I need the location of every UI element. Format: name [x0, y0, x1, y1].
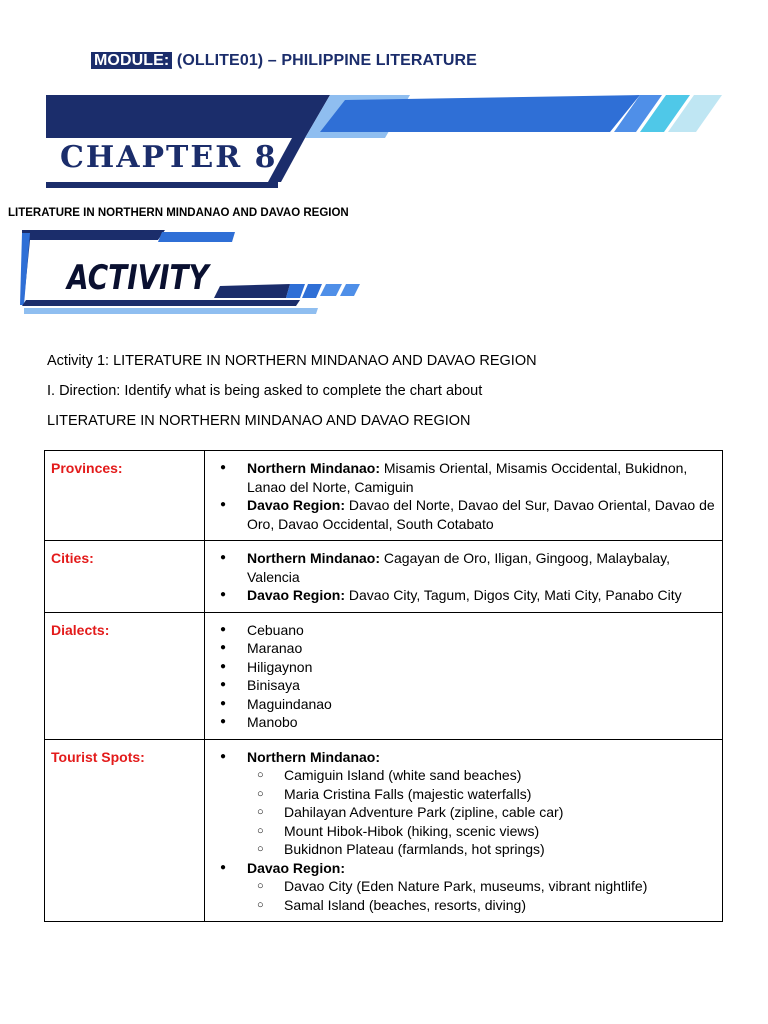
list-item: ○ Mount Hibok-Hibok (hiking, scenic views): [275, 822, 716, 841]
list-item: ● Binisaya: [238, 676, 716, 695]
direction-topic: LITERATURE IN NORTHERN MINDANAO AND DAVAO REGION: [47, 413, 471, 429]
module-tag: MODULE:: [91, 52, 172, 69]
row-content-tourist-spots: [205, 739, 723, 922]
list-item: ● Maguindanao: [238, 695, 716, 714]
table-row: [45, 541, 723, 613]
list-item: ○ Dahilayan Adventure Park (zipline, cable car): [275, 803, 716, 822]
row-label-tourist-spots: Tourist Spots:: [45, 739, 205, 922]
chapter-title: CHAPTER 8: [60, 140, 278, 175]
list-item: ● Cebuano: [238, 621, 716, 640]
list-item: ● Davao Region: ○ Davao City (Eden Nature Park, museums, vibrant nightlife) ○ Samal Island (beaches, resorts, diving): [238, 859, 716, 915]
list-item: ● Maranao: [238, 639, 716, 658]
module-title: (OLLITE01) – PHILIPPINE LITERATURE: [172, 52, 477, 69]
activity-intro: [47, 352, 537, 442]
row-label-cities: Cities:: [45, 541, 205, 613]
list-item: ○ Maria Cristina Falls (majestic waterfalls): [275, 785, 716, 804]
list-item: ● Manobo: [238, 713, 716, 732]
activity-label: ACTIVITY: [67, 258, 209, 298]
list-item: ● Davao Region: Davao del Norte, Davao del Sur, Davao Oriental, Davao de Oro, Davao Occidental, South Cotabato: [238, 496, 716, 533]
literature-chart: [44, 450, 723, 922]
list-item: ● Hiligaynon: [238, 658, 716, 677]
table-row: [45, 451, 723, 541]
list-item: ● Northern Mindanao: Misamis Oriental, Misamis Occidental, Bukidnon, Lanao del Norte, Camiguin: [238, 459, 716, 496]
list-item: ○ Samal Island (beaches, resorts, diving): [275, 896, 716, 915]
list-item: ○ Bukidnon Plateau (farmlands, hot springs): [275, 840, 716, 859]
row-content-provinces: [205, 451, 723, 541]
chapter-subtitle: LITERATURE IN NORTHERN MINDANAO AND DAVAO REGION: [8, 207, 349, 219]
list-item: ● Northern Mindanao: Cagayan de Oro, Iligan, Gingoog, Malaybalay, Valencia: [238, 549, 716, 586]
list-item: ○ Camiguin Island (white sand beaches): [275, 766, 716, 785]
table-row: [45, 612, 723, 739]
direction-text: I. Direction: Identify what is being asked to complete the chart about: [47, 383, 483, 399]
activity-heading: Activity 1: LITERATURE IN NORTHERN MINDANAO AND DAVAO REGION: [47, 353, 537, 369]
table-row: [45, 739, 723, 922]
row-content-cities: [205, 541, 723, 613]
list-item: ● Davao Region: Davao City, Tagum, Digos City, Mati City, Panabo City: [238, 586, 716, 605]
list-item: ○ Davao City (Eden Nature Park, museums, vibrant nightlife): [275, 877, 716, 896]
row-label-dialects: Dialects:: [45, 612, 205, 739]
list-item: ● Northern Mindanao: ○ Camiguin Island (white sand beaches) ○ Maria Cristina Falls (majestic waterfalls) ○ Dahilayan Adventure Park (zipline, cable car) ○ Mount Hibok-Hibok (hiking, scenic views) ○ Bukidnon Plateau (farmlands, hot springs): [238, 748, 716, 859]
row-content-dialects: [205, 612, 723, 739]
row-label-provinces: Provinces:: [45, 451, 205, 541]
